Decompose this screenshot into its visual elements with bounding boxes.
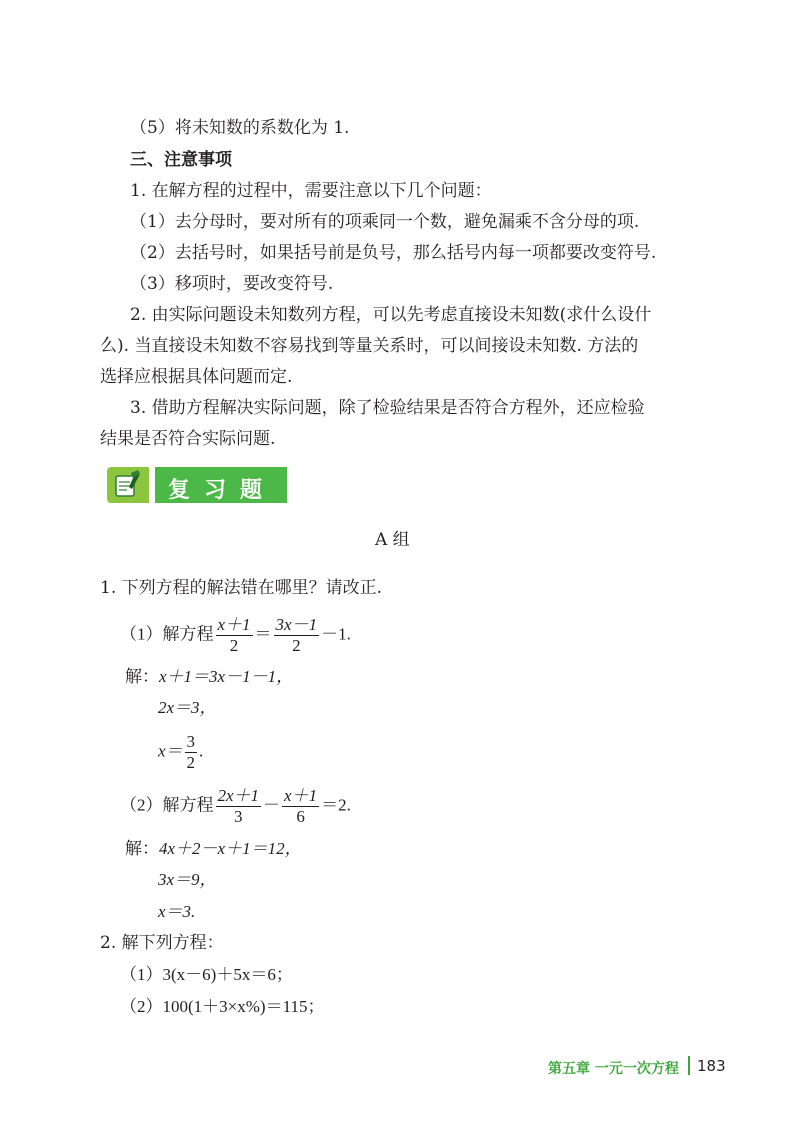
fraction-denominator: 2 xyxy=(292,635,301,655)
solution-step: 4x＋2－x＋1＝12， xyxy=(159,839,302,858)
group-title: A 组 xyxy=(375,530,410,550)
q1-part1-equation xyxy=(120,616,351,655)
note-item-1-1: （1）去分母时，要对所有的项乘同一个数，避免漏乘不含分母的项. xyxy=(130,212,640,232)
note-item-1: 1. 在解方程的过程中，需要注意以下几个问题： xyxy=(130,181,492,201)
q2-part-1: （1）3(x－6)＋5x＝6； xyxy=(120,965,293,984)
chapter-label: 第五章 一元一次方程 xyxy=(548,1061,679,1077)
fraction-numerator: 3x－1 xyxy=(275,615,318,634)
note-item-3-line-2: 结果是否符合实际问题. xyxy=(100,429,276,449)
solution-label: 解： xyxy=(125,667,159,686)
fraction-numerator: 3 xyxy=(186,732,196,751)
fraction xyxy=(282,787,319,826)
solution-step: x＋1＝3x－1－1， xyxy=(159,667,294,686)
fraction-denominator: 2 xyxy=(229,635,239,655)
footer-divider xyxy=(688,1056,690,1075)
q2-part-2: （2）100(1＋3×x%)＝115； xyxy=(120,997,325,1016)
equation-tail: ＝2. xyxy=(321,795,351,815)
q1-part2-solution-line-3: x＝3. xyxy=(158,902,196,921)
question-1-prompt: 1. 下列方程的解法错在哪里？请改正. xyxy=(100,578,383,598)
q1-part2-equation xyxy=(120,787,351,826)
minus-sign: － xyxy=(263,795,281,815)
q1-part1-solution-line-3 xyxy=(158,733,203,772)
note-item-3-line-1: 3. 借助方程解决实际问题，除了检验结果是否符合方程外，还应检验 xyxy=(130,398,645,418)
fraction xyxy=(274,616,320,655)
solution-tail: . xyxy=(199,741,204,761)
review-banner xyxy=(107,467,287,503)
solution-lhs: x＝ xyxy=(158,741,183,761)
section-heading: 三、注意事项 xyxy=(130,150,232,170)
q1-part2-label: （2）解方程 xyxy=(120,795,214,815)
note-item-1-3: （3）移项时，要改变符号. xyxy=(130,274,334,294)
page-number: 183 xyxy=(697,1057,726,1075)
fraction-numerator: x＋1 xyxy=(217,615,251,634)
q1-part2-solution-line-1 xyxy=(125,840,302,857)
pencil-notebook-icon xyxy=(107,467,149,503)
note-item-1-2: （2）去括号时，如果括号前是负号，那么括号内每一项都要改变符号. xyxy=(130,243,657,263)
step-5: （5）将未知数的系数化为 1. xyxy=(130,118,350,138)
note-item-2-line-2: 么). 当直接设未知数不容易找到等量关系时，可以间接设未知数. 方法的 xyxy=(100,336,639,356)
q1-part2-solution-line-2: 3x＝9， xyxy=(158,870,217,889)
note-item-2-line-3: 选择应根据具体问题而定. xyxy=(100,367,293,387)
fraction xyxy=(216,616,253,655)
fraction xyxy=(216,787,262,826)
q1-part1-solution-line-2: 2x＝3， xyxy=(158,698,217,717)
equals-sign: ＝ xyxy=(254,624,272,644)
note-item-2-line-1: 2. 由实际问题设未知数列方程，可以先考虑直接设未知数(求什么设什 xyxy=(130,305,652,325)
q1-part1-solution-line-1 xyxy=(125,668,293,685)
fraction-denominator: 2 xyxy=(186,752,196,772)
fraction-denominator: 3 xyxy=(234,806,243,826)
solution-label: 解： xyxy=(125,839,159,858)
fraction-denominator: 6 xyxy=(296,806,305,826)
fraction-numerator: x＋1 xyxy=(284,786,318,805)
question-2-prompt: 2. 解下列方程： xyxy=(100,933,224,953)
banner-title: 复习题 xyxy=(167,478,276,503)
fraction-numerator: 2x＋1 xyxy=(217,786,260,805)
fraction xyxy=(185,733,198,772)
q1-part1-label: （1）解方程 xyxy=(120,624,214,644)
equation-tail: －1. xyxy=(321,624,351,644)
